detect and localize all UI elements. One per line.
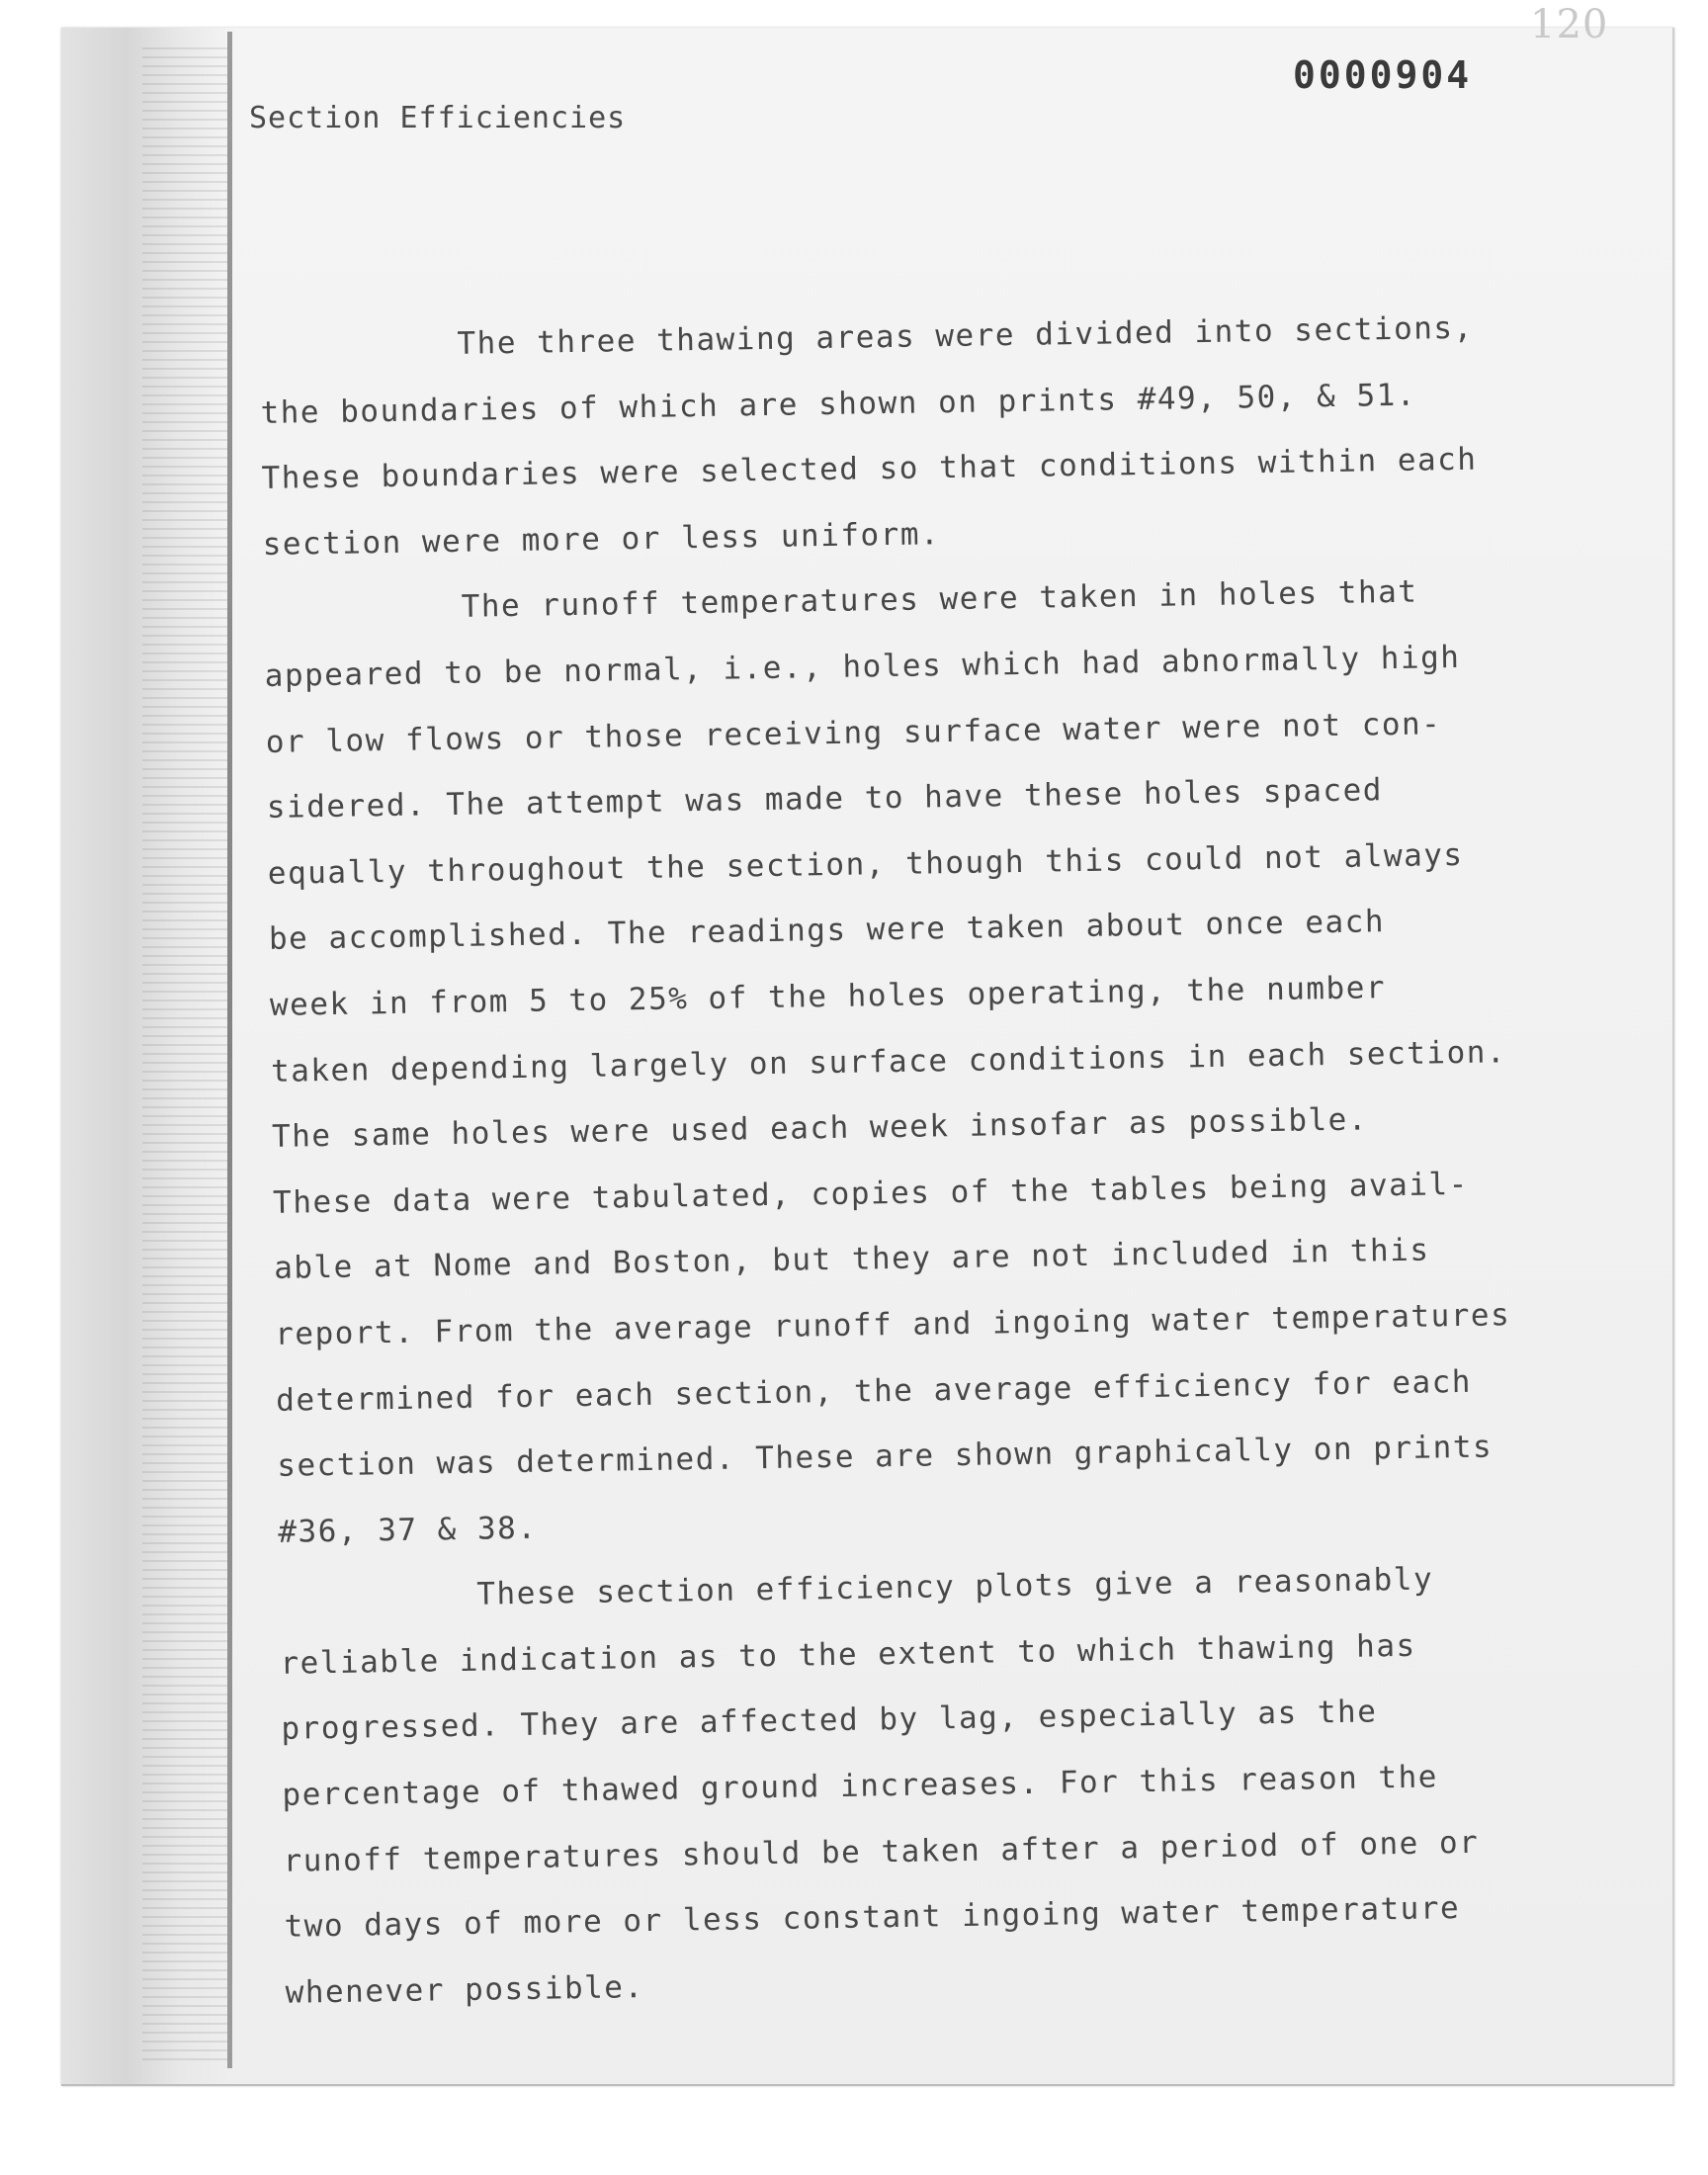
binding-edge-speckle (142, 47, 227, 2064)
text-line: or low flows or those receiving surface water were not con- (265, 705, 1442, 760)
text-line: equally throughout the section, though this could not always (267, 836, 1464, 892)
text-line: progressed. They are affected by lag, especially as the (281, 1694, 1378, 1748)
binding-line (227, 32, 232, 2068)
text-line: able at Nome and Boston, but they are not included in this (273, 1232, 1430, 1287)
text-line: sidered. The attempt was made to have these holes spaced (266, 772, 1384, 826)
text-line: The runoff temperatures were taken in holes that (461, 573, 1418, 626)
text-line: whenever possible. (285, 1968, 644, 2011)
text-line: report. From the average runoff and ingoing water temperatures (274, 1297, 1511, 1352)
text-line: The same holes were used each week insofar as possible. (271, 1101, 1369, 1156)
document-number: 0000904 (1293, 53, 1473, 97)
text-line: determined for each section, the average efficiency for each (275, 1363, 1473, 1419)
text-line: be accomplished. The readings were taken about once each (268, 904, 1386, 958)
text-line: These data were tabulated, copies of the tables being avail- (272, 1166, 1470, 1221)
text-line: section was determined. These are shown graphically on prints (277, 1429, 1494, 1484)
text-line: appeared to be normal, i.e., holes which had abnormally high (264, 639, 1461, 694)
text-line: These section efficiency plots give a reasonably (476, 1561, 1434, 1612)
text-line: section were more or less uniform. (262, 515, 941, 563)
text-line: runoff temperatures should be taken after a period of one or (283, 1824, 1480, 1879)
body-text (259, 294, 1590, 2026)
text-line: These boundaries were selected so that conditions within each (261, 441, 1478, 497)
page-number: 120 (1530, 2, 1609, 47)
text-line: percentage of thawed ground increases. For this reason the (282, 1759, 1439, 1813)
text-line: reliable indication as to the extent to which thawing has (280, 1627, 1416, 1682)
text-line: two days of more or less constant ingoing water temperature (284, 1890, 1461, 1946)
text-line: #36, 37 & 38. (278, 1510, 538, 1550)
text-line: The three thawing areas were divided into sections, (457, 309, 1474, 362)
section-title: Section Efficiencies (249, 101, 627, 135)
text-line: week in from 5 to 25% of the holes operating, the number (269, 970, 1387, 1023)
text-line: taken depending largely on surface conditions in each section. (270, 1033, 1507, 1089)
text-line: the boundaries of which are shown on prints #49, 50, & 51. (260, 377, 1417, 431)
